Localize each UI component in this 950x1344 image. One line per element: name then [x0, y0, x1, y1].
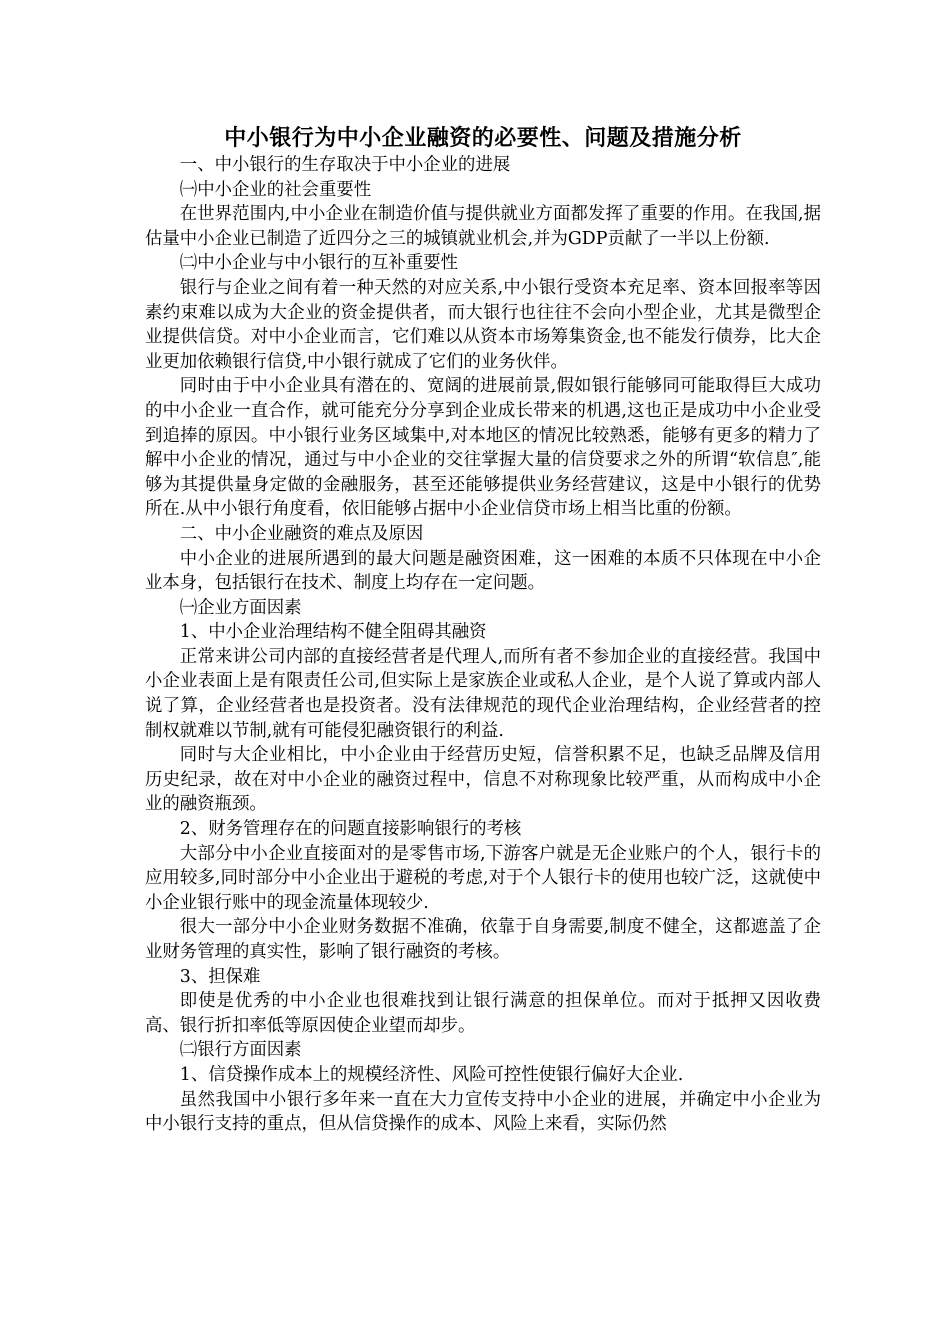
heading-section-2: 二、中小企业融资的难点及原因 [179, 523, 424, 544]
paragraph: 同时与大企业相比，中小企业由于经营历史短，信誉积累不足，也缺乏品牌及信用历史纪录，故在对中小企业的融资过程中，信息不对称现象比较严重，从而构成中小企业的融资瓶颈。 [145, 745, 821, 815]
paragraph: 中小企业的进展所遇到的最大问题是融资困难，这一困难的本质不只体现在中小企业本身，包括银行在技术、制度上均存在一定问题。 [145, 548, 821, 594]
paragraph: 虽然我国中小银行多年来一直在大力宣传支持中小企业的进展，并确定中小企业为中小银行支持的重点，但从信贷操作的成本、风险上来看，实际仍然 [145, 1089, 821, 1135]
paragraph: 很大一部分中小企业财务数据不准确，依靠于自身需要,制度不健全，这都遮盖了企业财务管理的真实性，影响了银行融资的考核。 [145, 917, 821, 962]
paragraph: 大部分中小企业直接面对的是零售市场,下游客户就是无企业账户的个人，银行卡的应用较多,同时部分中小企业出于避税的考虑,对于个人银行卡的使用也较广泛，这就使中小企业银行账中的现金流量体现较少. [145, 843, 821, 913]
heading-item-2: 2、财务管理存在的问题直接影响银行的考核 [179, 819, 522, 840]
paragraph: 在世界范围内,中小企业在制造价值与提供就业方面都发挥了重要的作用。在我国,据估量中小企业已制造了近四分之三的城镇就业机会,并为GDP贡献了一半以上份额. [145, 204, 821, 249]
heading-section-1: 一、中小银行的生存取决于中小企业的进展 [179, 155, 511, 175]
paragraph: 银行与企业之间有着一种天然的对应关系,中小银行受资本充足率、资本回报率等因素约束难以成为大企业的资金提供者，而大银行也往往不会向小型企业，尤其是微型企业提供信贷。对中小企业而言，它们难以从资本市场筹集资金,也不能发行债券，比大企业更加依赖银行信贷,中小银行就成了它们的业务伙伴。 [145, 277, 821, 372]
heading-subsection-2-1: ㈠企业方面因素 [179, 597, 302, 618]
heading-subsection-1-2: ㈡中小企业与中小银行的互补重要性 [179, 253, 459, 274]
document-page [145, 122, 821, 1137]
heading-item-1: 1、信贷操作成本上的规模经济性、风险可控性使银行偏好大企业. [179, 1064, 684, 1085]
paragraph: 即使是优秀的中小企业也很难找到让银行满意的担保单位。而对于抵押又因收费高、银行折扣率低等原因使企业望而却步。 [145, 991, 821, 1036]
heading-item-1: 1、中小企业治理结构不健全阻碍其融资 [179, 622, 487, 643]
paragraph: 正常来讲公司内部的直接经营者是代理人,而所有者不参加企业的直接经营。我国中小企业表面上是有限责任公司,但实际上是家族企业或私人企业，是个人说了算或内部人说了算，企业经营者也是投资者。没有法律规范的现代企业治理结构，企业经营者的控制权就难以节制,就有可能侵犯融资银行的利益. [145, 646, 821, 741]
heading-subsection-2-2: ㈡银行方面因素 [179, 1040, 302, 1061]
heading-subsection-1-1: ㈠中小企业的社会重要性 [179, 179, 372, 200]
paragraph: 同时由于中小企业具有潜在的、宽阔的进展前景,假如银行能够同可能取得巨大成功的中小企业一直合作，就可能充分分享到企业成长带来的机遇,这也正是成功中小企业受到追捧的原因。中小银行业务区域集中,对本地区的情况比较熟悉，能够有更多的精力了解中小企业的情况，通过与中小企业的交往掌握大量的信贷要求之外的所谓“软信息″,能够为其提供量身定做的金融服务，甚至还能够提供业务经营建议，这是中小银行的优势所在.从中小银行角度看，依旧能够占据中小企业信贷市场上相当比重的份额。 [145, 376, 821, 520]
document-title: 中小银行为中小企业融资的必要性、问题及措施分析 [224, 126, 742, 151]
heading-item-3: 3、担保难 [179, 966, 261, 987]
